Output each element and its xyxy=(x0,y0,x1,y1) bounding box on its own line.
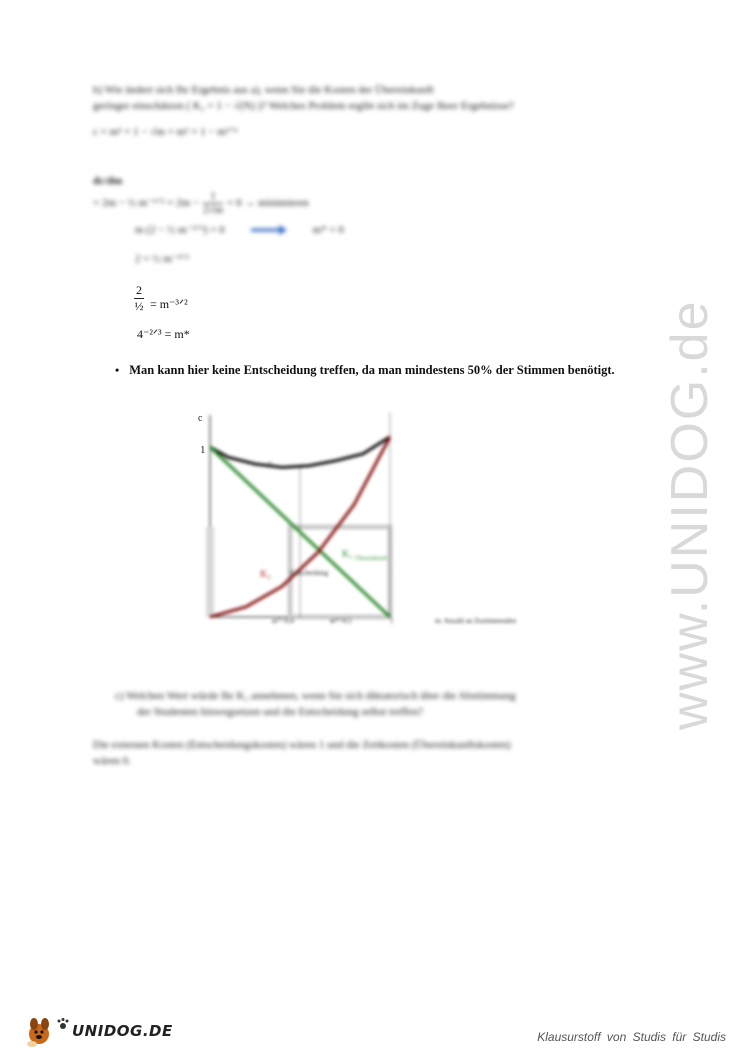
derivative-fraction xyxy=(203,190,223,217)
derivative-fraction-num: 1 xyxy=(203,190,223,204)
conclusion-bullet xyxy=(115,363,637,378)
step3-fraction-den: ½ xyxy=(134,299,144,313)
x-tick-end: 1 xyxy=(390,617,394,625)
bullet-text: Man kann hier keine Entscheidung treffen, da man mindestens 50% der Stimmen benötigt. xyxy=(129,363,615,377)
answer-c xyxy=(93,737,638,769)
footer-tagline: Klausurstoff von Studis für Studis xyxy=(537,1030,726,1044)
label-k1-sub: Übereinkunft xyxy=(355,556,387,562)
derivative-fraction-den: 2√m xyxy=(203,204,224,216)
dog-mascot-icon xyxy=(22,1014,56,1048)
left-gray-bar xyxy=(206,527,214,617)
step2: 2 = ½ m⁻³ᐟ² xyxy=(135,253,189,265)
label-k2-sub: Entscheidung xyxy=(290,569,329,577)
y-axis-label: c xyxy=(198,413,203,424)
step1: m (2 − ½ m⁻³ᐟ²) = 0 xyxy=(135,224,225,236)
step3-fraction xyxy=(134,283,144,314)
step1-row xyxy=(135,223,344,236)
derivative-block xyxy=(93,175,309,217)
paw-icon xyxy=(56,1017,70,1031)
derivative-line: = 2m − ½ m⁻¹ᐟ² = 2m − xyxy=(93,197,200,209)
question-c-line1: c) Welchen Wert würde Ihr K₂ annehmen, wenn Sie sich diktatorisch über die Abstimmung xyxy=(115,690,516,702)
step3-row xyxy=(134,283,188,314)
x-tick-2: m*=0,5 xyxy=(330,617,352,625)
watermark: www.UNIDOG.de xyxy=(661,299,719,730)
x-tick-1: m*=0,4 xyxy=(272,617,294,625)
unidog-logo[interactable] xyxy=(22,1014,173,1048)
question-b xyxy=(93,82,653,114)
series-c xyxy=(210,437,390,468)
cost-chart xyxy=(190,405,610,635)
logo-text: UNIDOG.DE xyxy=(72,1022,173,1040)
cost-formula: c = m² + 1 − √m = m² + 1 − m¹ᐟ² xyxy=(93,126,238,138)
x-axis-label: m: Anzahl an Zustimmenden xyxy=(435,617,517,625)
step1-result: m* = 0 xyxy=(312,223,344,236)
curve-label-c: c xyxy=(268,459,273,470)
step4: 4⁻²ᐟ³ = m* xyxy=(137,327,190,341)
question-b-line2: geringer einschätzen ( K₂ = 1 − √(N) )? Welches Problem ergibt sich im Zuge Ihrer Ergebnisse? xyxy=(93,100,514,112)
step3-rhs: = m⁻³ᐟ² xyxy=(150,297,188,311)
question-b-line1: b) Wie ändert sich Ihr Ergebnis aus a), wenn Sie die Kosten der Übereinkunft xyxy=(93,84,434,96)
label-k1: K₁ xyxy=(342,549,353,560)
step3-fraction-num: 2 xyxy=(136,283,142,297)
derivative-tail: = 0 → minimieren xyxy=(227,197,309,209)
answer-c-line2: wären 0. xyxy=(93,755,131,767)
bullet-marker: • xyxy=(115,363,120,377)
arrow-right-icon xyxy=(249,224,289,236)
label-k2: K₂ xyxy=(260,569,271,580)
derivative-label: dc/dm xyxy=(93,175,123,187)
y-tick-1: 1 xyxy=(200,444,206,456)
question-c xyxy=(115,688,637,720)
answer-c-line1: Die externen Kosten (Entscheidungskosten) wären 1 und die Zeitkosten (Übereinkunftskosten) xyxy=(93,739,511,751)
question-c-line2: der Studenten hinwegsetzen und die Entscheidung selbst treffen? xyxy=(137,706,424,718)
